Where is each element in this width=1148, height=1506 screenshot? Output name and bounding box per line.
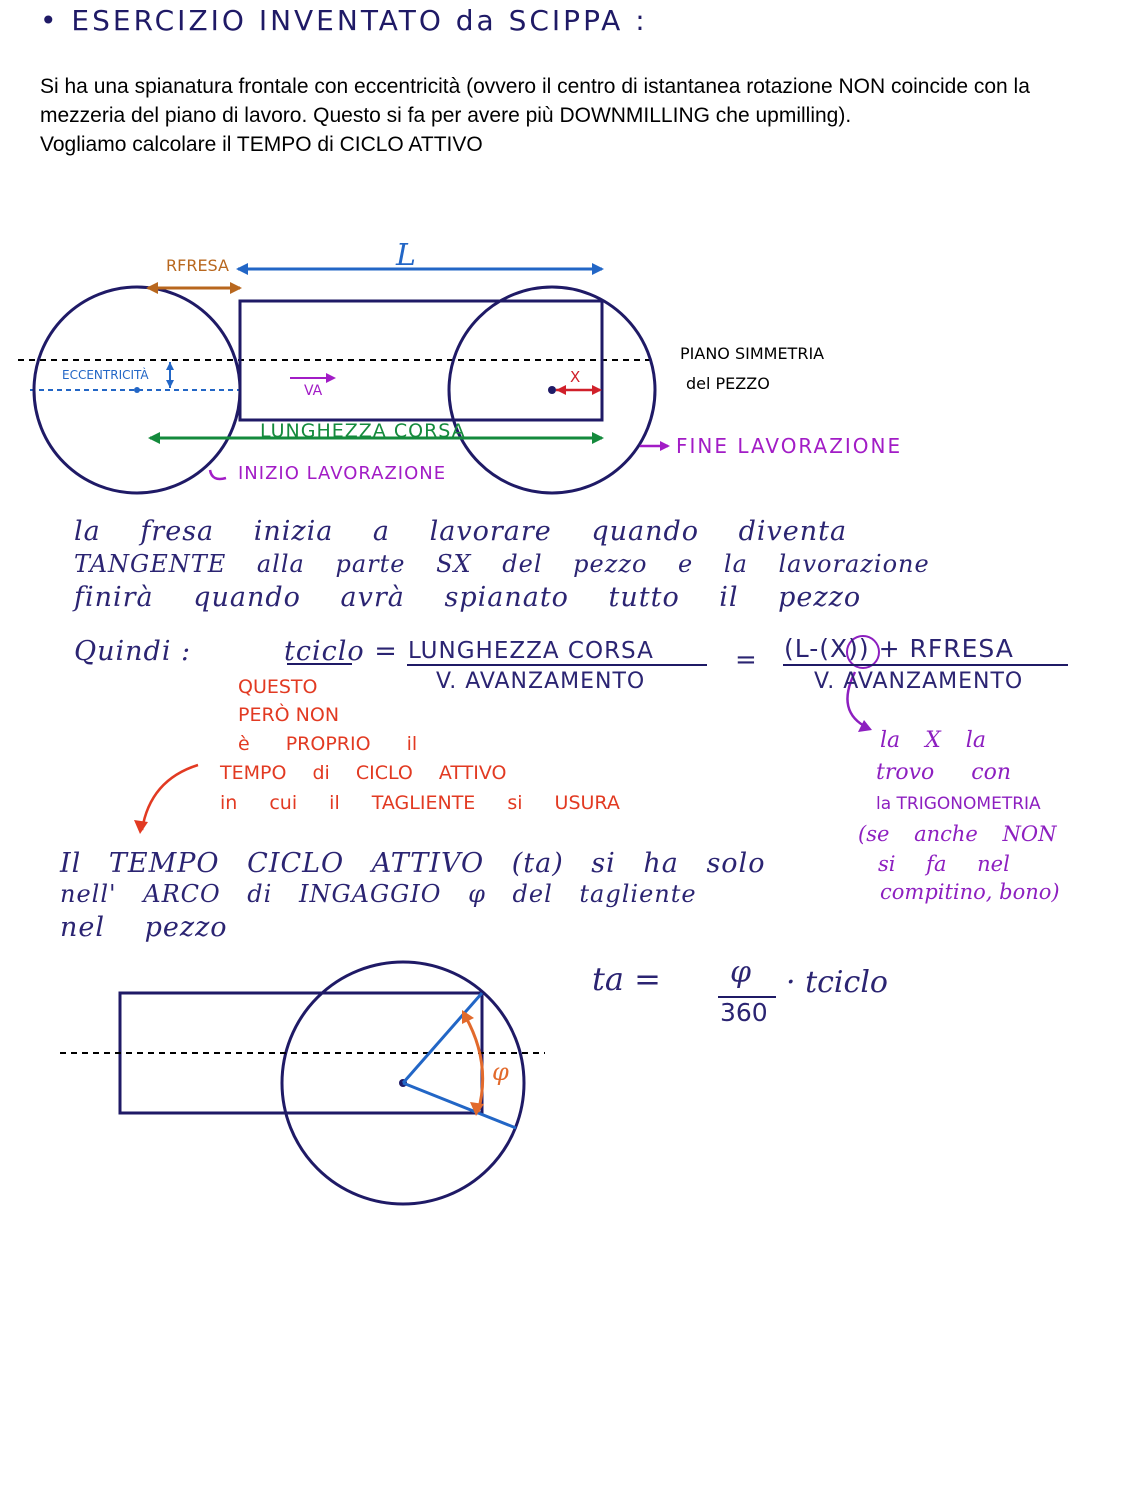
intro-line-2: Vogliamo calcolare il TEMPO di CICLO ATTIVO [40, 133, 483, 156]
tool-center-end [548, 386, 556, 394]
fraction-num-2: (L-(X)) + RFRESA [784, 634, 1014, 663]
purple-note-6: compitino, bono) [880, 880, 1060, 904]
quindi-label: Quindi : [74, 636, 192, 667]
fraction-num-1: LUNGHEZZA CORSA [408, 638, 654, 664]
fraction-den-1: V. AVANZAMENTO [436, 669, 646, 694]
purple-note-3: la TRIGONOMETRIA [876, 794, 1041, 814]
ta-lhs: ta = [592, 960, 661, 998]
radius-line-bottom [403, 1083, 516, 1128]
page-title: • ESERCIZIO INVENTATO da SCIPPA : [40, 4, 648, 37]
equals-sign: = [735, 645, 757, 675]
x-label: X [570, 368, 581, 386]
fine-lavorazione-label: FINE LAVORAZIONE [676, 434, 903, 458]
phi-label: φ [492, 1058, 509, 1086]
ta-deg: 360 [720, 998, 768, 1027]
r-fresa-label: RFRESA [166, 256, 229, 275]
tool-center-start [134, 387, 140, 393]
radius-line-top [403, 993, 482, 1083]
note2-line-3: nel pezzo [60, 912, 228, 943]
note-line-1: la fresa inizia a lavorare quando diventa [74, 516, 848, 547]
piano-simmetria-label: PIANO SIMMETRIA [680, 344, 825, 363]
note-line-2: TANGENTE alla parte SX del pezzo e la lavorazione [74, 550, 930, 578]
inizio-arrow [210, 470, 226, 479]
intro-line-1: Si ha una spianatura frontale con eccentricità (ovvero il centro di istantanea rotazione NON coincide con la mezzeria del piano di lavoro. Questo si fa per avere più DOWNMILLING che upmilling). [40, 75, 1030, 127]
red-note-5: in cui il TAGLIENTE si USURA [220, 792, 620, 814]
tciclo-lhs: tciclo = [284, 636, 398, 667]
ta-phi: φ [730, 955, 752, 990]
eccentricita-label: ECCENTRICITÀ [62, 368, 149, 382]
note-line-3: finirà quando avrà spianato tutto il pezzo [74, 582, 862, 613]
purple-note-4: (se anche NON [858, 822, 1057, 846]
ta-rhs: · tciclo [786, 965, 888, 1000]
note2-line-1: Il TEMPO CICLO ATTIVO (ta) si ha solo [60, 848, 766, 879]
fraction-den-2: V. AVANZAMENTO [814, 669, 1024, 694]
purple-note-2: trovo con [876, 760, 1012, 785]
note2-line-2: nell' ARCO di INGAGGIO φ del tagliente [60, 880, 697, 908]
inizio-lavorazione-label: INIZIO LAVORAZIONE [238, 463, 447, 484]
l-label: L [396, 238, 416, 273]
purple-note-5: si fa nel [878, 852, 1010, 876]
va-label: VA [304, 383, 323, 399]
lunghezza-corsa-label: LUNGHEZZA CORSA [260, 420, 466, 442]
piano-pezzo-label: del PEZZO [686, 374, 770, 393]
red-note-4: TEMPO di CICLO ATTIVO [220, 762, 507, 784]
red-note-2: PERÒ NON [238, 704, 340, 726]
purple-note-1: la X la [880, 728, 986, 753]
red-note-1: QUESTO [238, 676, 318, 698]
red-curved-arrow [142, 765, 198, 830]
red-note-3: è PROPRIO il [238, 733, 418, 755]
phi-arc [464, 1014, 483, 1112]
